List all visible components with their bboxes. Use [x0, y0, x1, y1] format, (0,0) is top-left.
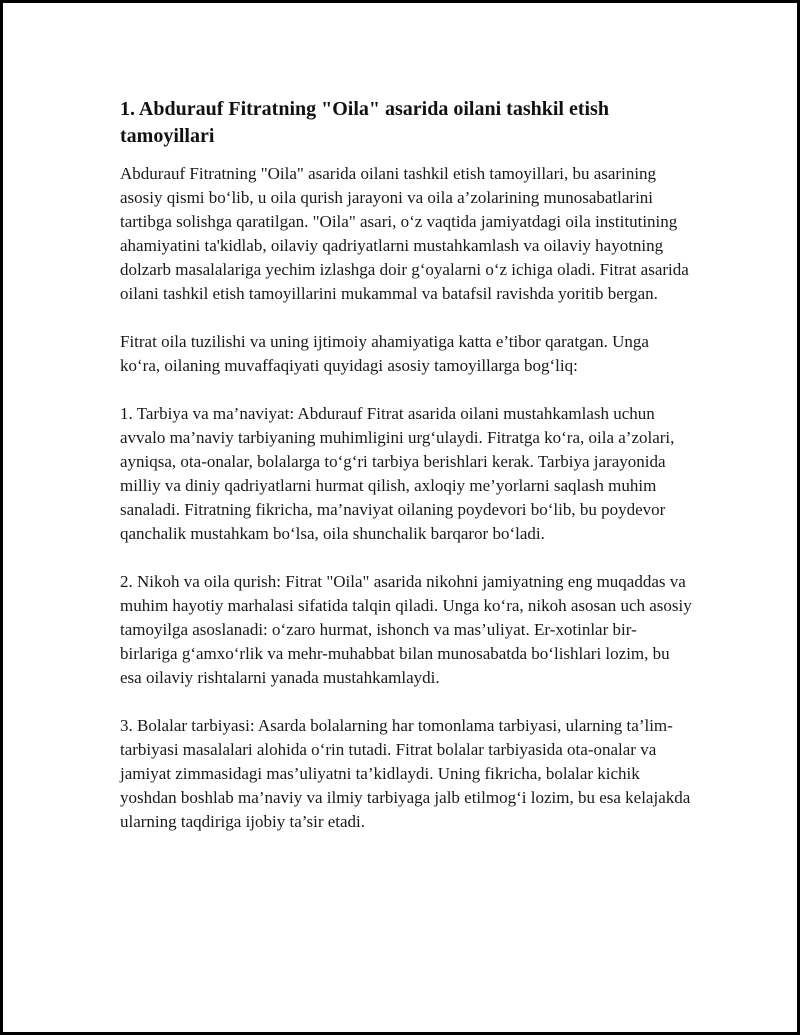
- paragraph-upbringing: 1. Tarbiya va ma’naviyat: Abdurauf Fitrat asarida oilani mustahkamlash uchun avvalo ma’naviy tarbiyaning muhimligini urg‘ulaydi. Fitratga ko‘ra, oila a’zolari, ayniqsa, ota-onalar, bolalarga to‘g‘ri tarbiya berishlari kerak. Tarbiya jarayonida milliy va diniy qadriyatlarni hurmat qilish, axloqiy me’yorlarni saqlash muhim sanaladi. Fitratning fikricha, ma’naviyat oilaning poydevori bo‘lib, bu poydevor qanchalik mustahkam bo‘lsa, oila shunchalik barqaror bo‘ladi.: [120, 404, 675, 543]
- document-body: [120, 96, 692, 858]
- paragraph-children: 3. Bolalar tarbiyasi: Asarda bolalarning har tomonlama tarbiyasi, ularning ta’lim-tarbiyasi masalalari alohida o‘rin tutadi. Fitrat bolalar tarbiyasida ota-onalar va jamiyat zimmasidagi mas’uliyatni ta’kidlaydi. Uning fikricha, bolalar kichik yoshdan boshlab ma’naviy va ilmiy tarbiyaga jalb etilmog‘i lozim, bu esa kelajakda ularning taqdiriga ijobiy ta’sir etadi.: [120, 716, 691, 831]
- section-heading: 1. Abdurauf Fitratning "Oila" asarida oilani tashkil etish tamoyillari: [120, 98, 609, 147]
- paragraph-intro: Abdurauf Fitratning "Oila" asarida oilani tashkil etish tamoyillari, bu asarining asosiy qismi bo‘lib, u oila qurish jarayoni va oila a’zolarining munosabatlarini tartibga solishga qaratilgan. "Oila" asari, o‘z vaqtida jamiyatdagi oila institutining ahamiyatini ta'kidlab, oilaviy qadriyatlarni mustahkamlash va oilaviy hayotning dolzarb masalalariga yechim izlashga doir g‘oyalarni o‘z ichiga oladi. Fitrat asarida oilani tashkil etish tamoyillarini mukammal va batafsil ravishda yoritib bergan.: [120, 164, 689, 303]
- paragraph-principles-intro: Fitrat oila tuzilishi va uning ijtimoiy ahamiyatiga katta e’tibor qaratgan. Unga ko‘ra, oilaning muvaffaqiyati quyidagi asosiy tamoyillarga bog‘liq:: [120, 332, 649, 375]
- paragraph-marriage: 2. Nikoh va oila qurish: Fitrat "Oila" asarida nikohni jamiyatning eng muqaddas va muhim hayotiy marhalasi sifatida talqin qiladi. Unga ko‘ra, nikoh asosan uch asosiy tamoyilga asoslanadi: o‘zaro hurmat, ishonch va mas’uliyat. Er-xotinlar bir-birlariga g‘amxo‘rlik va mehr-muhabbat bilan munosabatda bo‘lishlari lozim, bu esa oilaviy rishtalarni yanada mustahkamlaydi.: [120, 572, 692, 687]
